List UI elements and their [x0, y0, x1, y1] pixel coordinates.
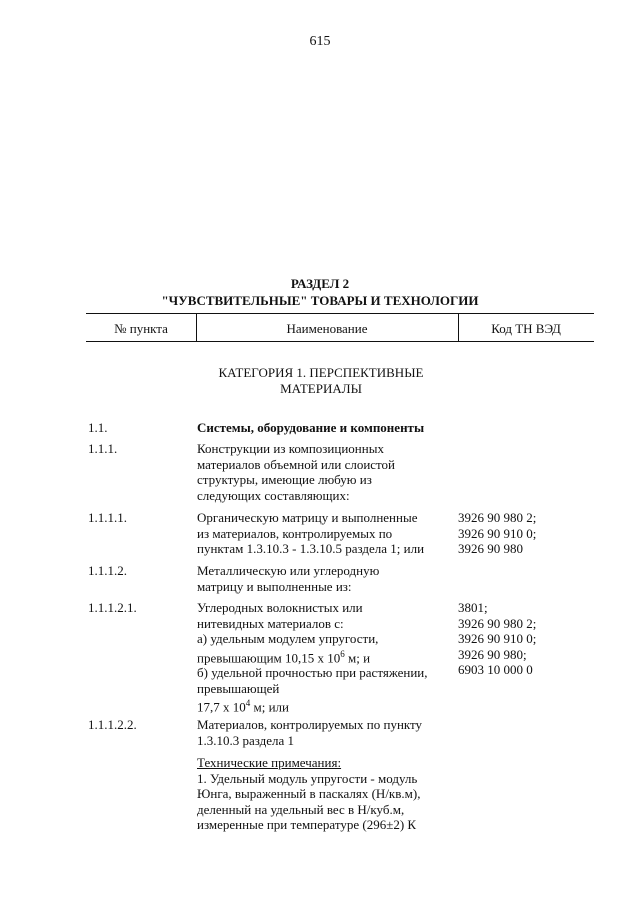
item-name-line — [197, 647, 459, 666]
category-heading — [196, 365, 446, 397]
item-name-line: следующих составляющих: — [197, 487, 350, 503]
hs-code: 6903 10 000 0 — [458, 662, 533, 677]
item-name — [197, 420, 459, 436]
technical-note-line: деленный на удельный вес в Н/куб.м, — [197, 801, 405, 817]
item-name-line: 1.3.10.3 раздела 1 — [197, 732, 295, 748]
item-name-line: Системы, оборудование и компоненты — [197, 420, 425, 435]
page-number: 615 — [309, 34, 331, 49]
item-name-line: Углеродных волокнистых или — [197, 600, 363, 615]
formula-exponent: 6 — [340, 648, 345, 659]
item-name-line: нитевидных материалов с: — [197, 615, 344, 631]
table-header — [86, 313, 594, 342]
item-name — [197, 441, 459, 503]
formula-base: 17,7 x 10 — [197, 699, 246, 715]
hs-code: 3926 90 910 0; — [458, 631, 537, 646]
section-title: РАЗДЕЛ 2 — [290, 276, 350, 291]
formula-exponent: 4 — [245, 698, 251, 709]
item-name — [197, 600, 459, 715]
item-name-line: б) удельной прочностью при растяжении, — [197, 665, 428, 681]
header-number: № пункта — [114, 321, 168, 336]
item-number: 1.1.1.2.1. — [88, 600, 137, 615]
technical-notes-heading: Технические примечания: — [197, 755, 342, 770]
hs-code: 3926 90 980 2; — [458, 510, 537, 525]
section-subtitle: "ЧУВСТВИТЕЛЬНЫЕ" ТОВАРЫ И ТЕХНОЛОГИИ — [161, 293, 479, 308]
item-number: 1.1.1.2.2. — [88, 717, 137, 732]
item-name — [197, 717, 459, 748]
item-name — [197, 510, 459, 557]
technical-notes-body — [197, 755, 459, 833]
formula-suffix: м; и — [344, 649, 371, 665]
item-name-line: Конструкции из композиционных — [197, 441, 384, 456]
technical-note-line: измеренные при температуре (296±2) К — [197, 817, 417, 832]
technical-note-line: Юнга, выраженный в паскалях (Н/кв.м), — [197, 786, 421, 801]
item-name-line: материалов объемной или слоистой — [197, 456, 396, 472]
item-name-line — [197, 696, 459, 715]
item-name-line: а) удельным модулем упругости, — [197, 631, 379, 646]
item-name-line: из материалов, контролируемых по — [197, 525, 393, 541]
header-name: Наименование — [286, 321, 368, 336]
item-number: 1.1.1. — [88, 441, 118, 456]
item-number: 1.1. — [88, 420, 108, 435]
item-name — [197, 563, 459, 594]
item-number: 1.1.1.2. — [88, 563, 127, 578]
item-number: 1.1.1.1. — [88, 510, 127, 525]
hs-code: 3801; — [458, 600, 488, 615]
item-name-line: Материалов, контролируемых по пункту — [197, 717, 423, 732]
formula-suffix: м; или — [250, 699, 289, 715]
formula-base: превышающим 10,15 x 10 — [197, 649, 341, 665]
item-name-line: структуры, имеющие любую из — [197, 472, 372, 487]
hs-code: 3926 90 980 — [458, 541, 523, 556]
item-name-line: Органическую матрицу и выполненные — [197, 510, 418, 525]
header-code: Код ТН ВЭД — [491, 321, 561, 336]
item-name-line: Металлическую или углеродную — [197, 563, 380, 578]
hs-code: 3926 90 980; — [458, 646, 527, 662]
technical-note-line: 1. Удельный модуль упругости - модуль — [197, 770, 418, 786]
item-codes — [458, 510, 598, 557]
item-name-line: пунктам 1.3.10.3 - 1.3.10.5 раздела 1; или — [197, 541, 425, 556]
hs-code: 3926 90 910 0; — [458, 525, 537, 541]
category-line: КАТЕГОРИЯ 1. ПЕРСПЕКТИВНЫЕ — [218, 365, 424, 380]
category-line: МАТЕРИАЛЫ — [280, 381, 362, 396]
item-name-line: превышающей — [197, 680, 280, 696]
item-name-line: матрицу и выполненные из: — [197, 578, 352, 594]
item-codes — [458, 600, 598, 678]
hs-code: 3926 90 980 2; — [458, 615, 537, 631]
section-heading — [0, 275, 640, 309]
